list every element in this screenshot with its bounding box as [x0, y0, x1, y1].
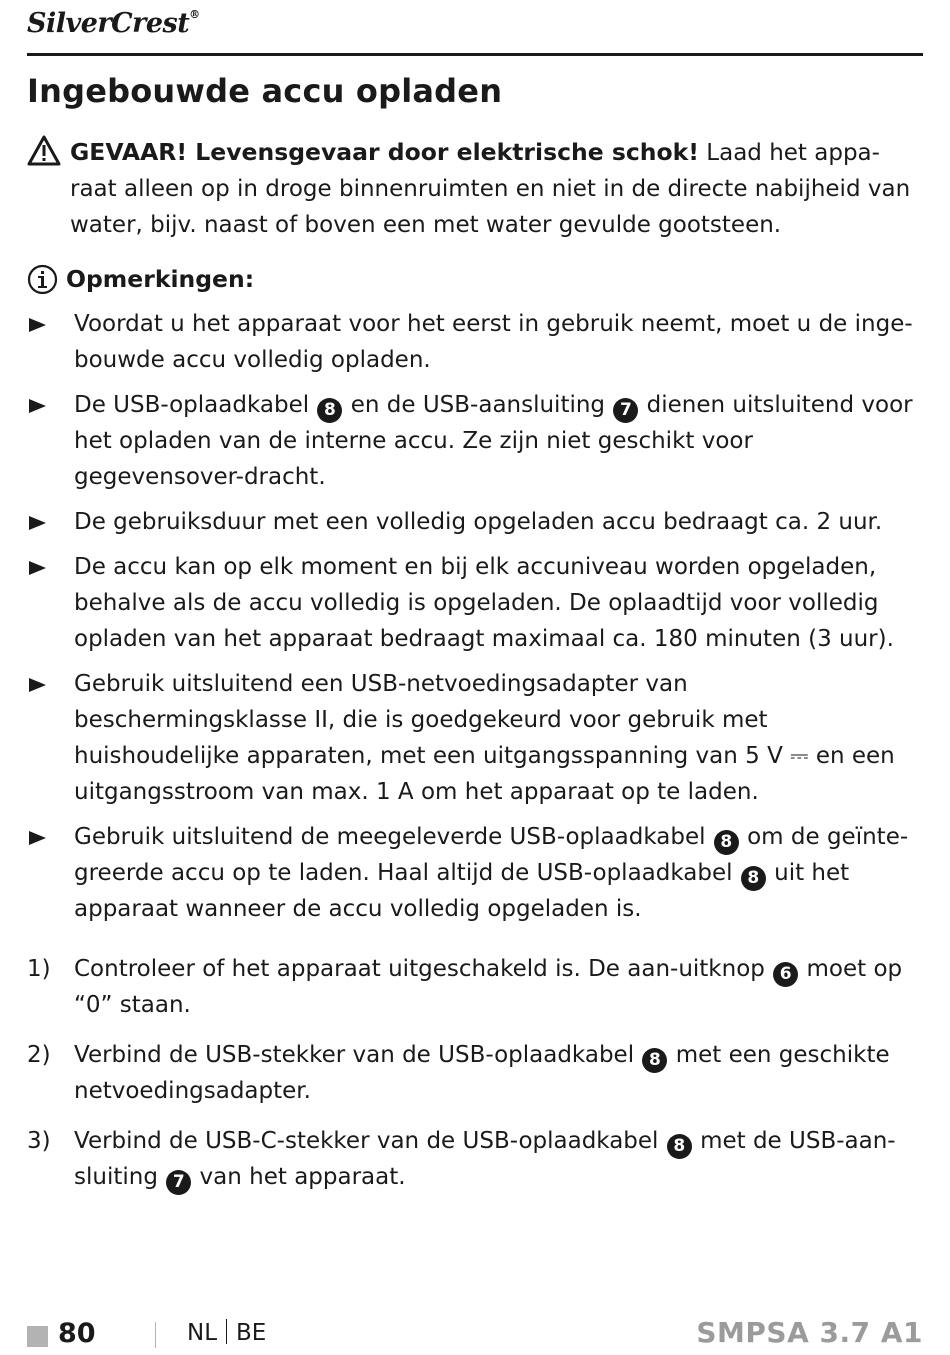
list-item [27, 819, 922, 927]
part-number-badge: 6 [773, 962, 798, 987]
note-text: uit het apparaat wanneer de accu volledig opgeladen is. [74, 860, 850, 922]
notes-title: Opmerkingen: [66, 265, 255, 293]
warning-block [27, 134, 920, 243]
page-footer [27, 1318, 923, 1354]
info-icon [27, 264, 58, 295]
step-number: 2) [27, 1042, 51, 1068]
note-text: De gebruiksduur met een volledig opgeladen accu bedraagt ca. 2 uur. [74, 509, 883, 535]
note-text: om de geïnte-greerde accu op te laden. Haal altijd de USB-oplaadkabel [74, 824, 909, 886]
language-codes [187, 1319, 266, 1346]
part-number-badge: 7 [613, 398, 638, 423]
part-number-badge: 8 [642, 1048, 667, 1073]
step-text: Verbind de USB-C-stekker van de USB-oplaadkabel [74, 1128, 666, 1154]
part-number-badge: 8 [317, 398, 342, 423]
step-item [27, 951, 922, 1023]
note-text: en de USB-aansluiting [343, 392, 613, 418]
note-text: Voordat u het apparaat voor het eerst in gebruik neemt, moet u de inge-bouwde accu volledig opladen. [74, 311, 913, 373]
part-number-badge: 7 [166, 1170, 191, 1195]
brand-trademark: ® [189, 8, 200, 21]
bullet-arrow-icon [29, 399, 46, 413]
notes-list [27, 306, 922, 936]
list-item [27, 504, 922, 540]
step-number: 3) [27, 1128, 51, 1154]
step-text: met een geschikte netvoedingsadapter. [74, 1042, 890, 1104]
part-number-badge: 8 [741, 866, 766, 891]
bullet-arrow-icon [29, 318, 46, 332]
list-item [27, 666, 922, 810]
step-text: Verbind de USB-stekker van de USB-oplaadkabel [74, 1042, 642, 1068]
brand-name: SilverCrest [27, 8, 190, 39]
note-text: De USB-oplaadkabel [74, 392, 317, 418]
bullet-arrow-icon [29, 561, 46, 575]
warning-lead: GEVAAR! Levensgevaar door elektrische schok! [70, 138, 699, 166]
page-number: 80 [58, 1318, 96, 1349]
brand-logo [27, 8, 200, 39]
step-item [27, 1123, 922, 1195]
part-number-badge: 8 [667, 1134, 692, 1159]
step-text: Controleer of het apparaat uitgeschakeld is. De aan-uitknop [74, 956, 773, 982]
step-number: 1) [27, 956, 51, 982]
dc-symbol-icon: ⎓ [790, 743, 809, 769]
list-item [27, 549, 922, 657]
language-be: BE [236, 1320, 267, 1346]
warning-triangle-icon [27, 135, 61, 167]
list-item [27, 306, 922, 378]
footer-divider [155, 1322, 156, 1348]
step-item [27, 1037, 922, 1109]
bullet-arrow-icon [29, 678, 46, 692]
bullet-arrow-icon [29, 516, 46, 530]
step-text: van het apparaat. [192, 1164, 406, 1190]
step-text: moet op “0” staan. [74, 956, 903, 1018]
model-number: SMPSA 3.7 A1 [696, 1316, 923, 1349]
header-rule [27, 53, 923, 56]
note-text: en een uitgangsstroom van max. 1 A om het apparaat op te laden. [74, 743, 895, 805]
language-nl: NL [187, 1320, 218, 1346]
notes-heading [27, 262, 254, 296]
step-text: met de USB-aan-sluiting [74, 1128, 896, 1190]
steps-list [27, 951, 922, 1209]
footer-square-icon [27, 1326, 48, 1347]
note-text: Gebruik uitsluitend de meegeleverde USB-oplaadkabel [74, 824, 713, 850]
list-item [27, 387, 922, 495]
warning-text-first: Laad het appa- [698, 140, 880, 166]
part-number-badge: 8 [714, 830, 739, 855]
note-text: Gebruik uitsluitend een USB-netvoedingsadapter van beschermingsklasse II, die is goedgekeurd voor gebruik met huishoudelijke apparaten, met een uitgangsspanning van 5 V [74, 671, 791, 769]
language-divider [226, 1319, 227, 1344]
note-text: De accu kan op elk moment en bij elk accuniveau worden opgeladen, behalve als de accu volledig is opgeladen. De oplaadtijd voor volledig opladen van het apparaat bedraagt maximaal ca. 180 minuten (3 uur). [74, 554, 894, 652]
warning-text: raat alleen op in droge binnenruimten en niet in de directe nabijheid van water, bijv. naast of boven een met water gevulde gootsteen. [70, 176, 911, 238]
page-title: Ingebouwde accu opladen [27, 72, 503, 110]
bullet-arrow-icon [29, 831, 46, 845]
note-text: dienen uitsluitend voor het opladen van de interne accu. Ze zijn niet geschikt voor gegevensover-dracht. [74, 392, 913, 490]
